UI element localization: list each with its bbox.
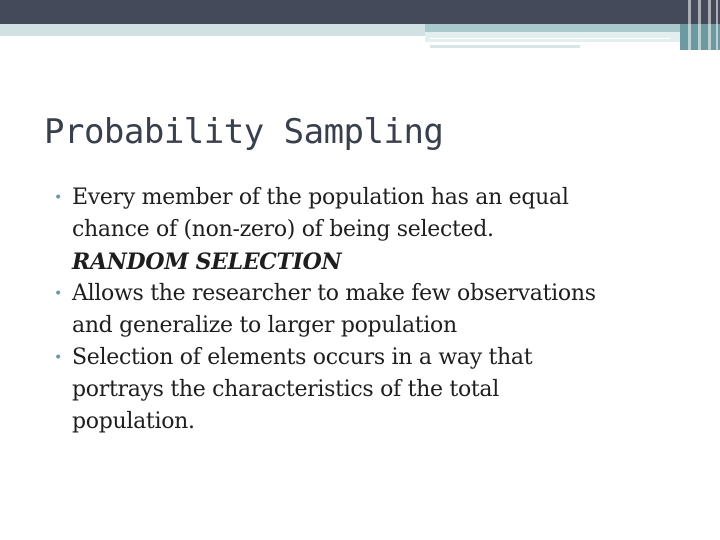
bullet-emphasis: RANDOM SELECTION (72, 249, 342, 275)
header-stripe (708, 0, 711, 50)
bullet-text-line: chance of (non-zero) of being selected. (72, 217, 494, 242)
slide-title: Probability Sampling (44, 112, 444, 152)
bullet-text-line: portrays the characteristics of the total (72, 377, 499, 402)
header-stripe (688, 0, 691, 50)
header-thin-line (430, 45, 580, 48)
bullet-list (54, 182, 694, 438)
bullet-text-line: Selection of elements occurs in a way that (72, 345, 533, 370)
bullet-dot-icon: • (54, 190, 62, 206)
bullet-item (54, 278, 694, 342)
bullet-item (54, 182, 694, 278)
bullet-text-line: Allows the researcher to make few observations (72, 281, 596, 306)
bullet-item (54, 342, 694, 438)
header-stripe (698, 0, 701, 50)
header-teal-band (425, 24, 680, 32)
bullet-text-line: Every member of the population has an equal (72, 185, 569, 210)
header-stripe (716, 0, 718, 50)
bullet-text-line: and generalize to larger population (72, 313, 457, 338)
bullet-dot-icon: • (54, 350, 62, 366)
header-dark-bar (0, 0, 720, 24)
header-accent-light-band (425, 32, 680, 42)
header-light-band (0, 24, 425, 36)
header-thin-line (430, 38, 670, 39)
bullet-dot-icon: • (54, 286, 62, 302)
bullet-text-line: population. (72, 409, 195, 434)
